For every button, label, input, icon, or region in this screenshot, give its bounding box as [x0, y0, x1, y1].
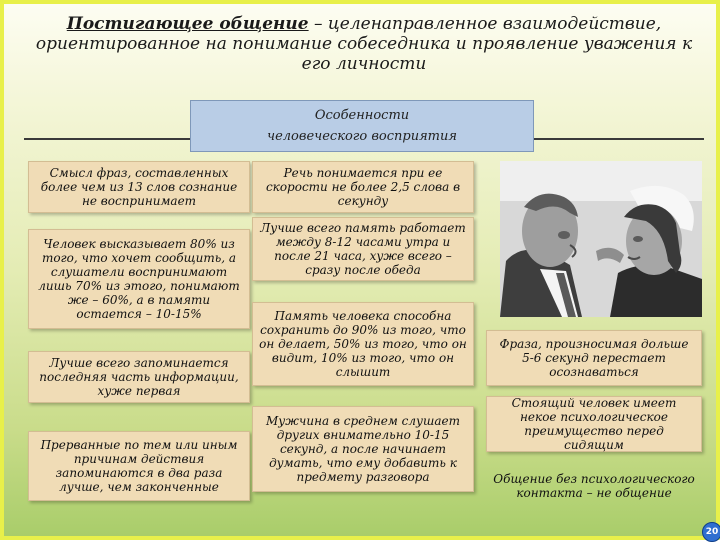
title-definition: – целенаправленное взаимодействие, ориентированное на понимание собеседника и проявление уважения к его личности: [35, 14, 693, 74]
fact-card: Речь понимается при ее скорости не более 2,5 слова в секунду: [252, 161, 474, 213]
fact-card: Смысл фраз, составленных более чем из 13 слов сознание не воспринимает: [28, 161, 250, 213]
photo-two-people-arguing: [500, 161, 702, 317]
fact-card: Фраза, произносимая дольше 5-6 секунд перестает осознаваться: [486, 330, 702, 386]
fact-card: Стоящий человек имеет некое психологическое преимущество перед сидящим: [486, 396, 702, 452]
title-term: Постигающее общение: [66, 14, 309, 34]
header-line-2: человеческого восприятия: [267, 129, 457, 144]
fact-card: Лучше всего память работает между 8-12 часами утра и после 21 часа, хуже всего – сразу после обеда: [252, 217, 474, 281]
fact-card: Память человека способна сохранить до 90% из того, что он делает, 50% из того, что он видит, 10% из того, что он слышит: [252, 302, 474, 386]
section-header: [190, 100, 534, 152]
fact-card: Лучше всего запоминается последняя часть информации, хуже первая: [28, 351, 250, 403]
fact-card: Мужчина в среднем слушает других внимательно 10-15 секунд, а после начинает думать, что ему добавить к предмету разговора: [252, 406, 474, 492]
fact-card: Человек высказывает 80% из того, что хочет сообщить, а слушатели воспринимают лишь 70% из этого, понимают же – 60%, а в памяти остается – 10-15%: [28, 229, 250, 329]
divider-right: [532, 138, 704, 140]
divider-left: [24, 138, 192, 140]
slide-title: [24, 14, 704, 74]
fact-card: Прерванные по тем или иным причинам действия запоминаются в два раза лучше, чем законченные: [28, 431, 250, 501]
footer-note: Общение без психологического контакта – не общение: [493, 472, 695, 500]
header-line-1: Особенности: [314, 108, 410, 123]
page-number-badge: 20: [702, 522, 720, 542]
